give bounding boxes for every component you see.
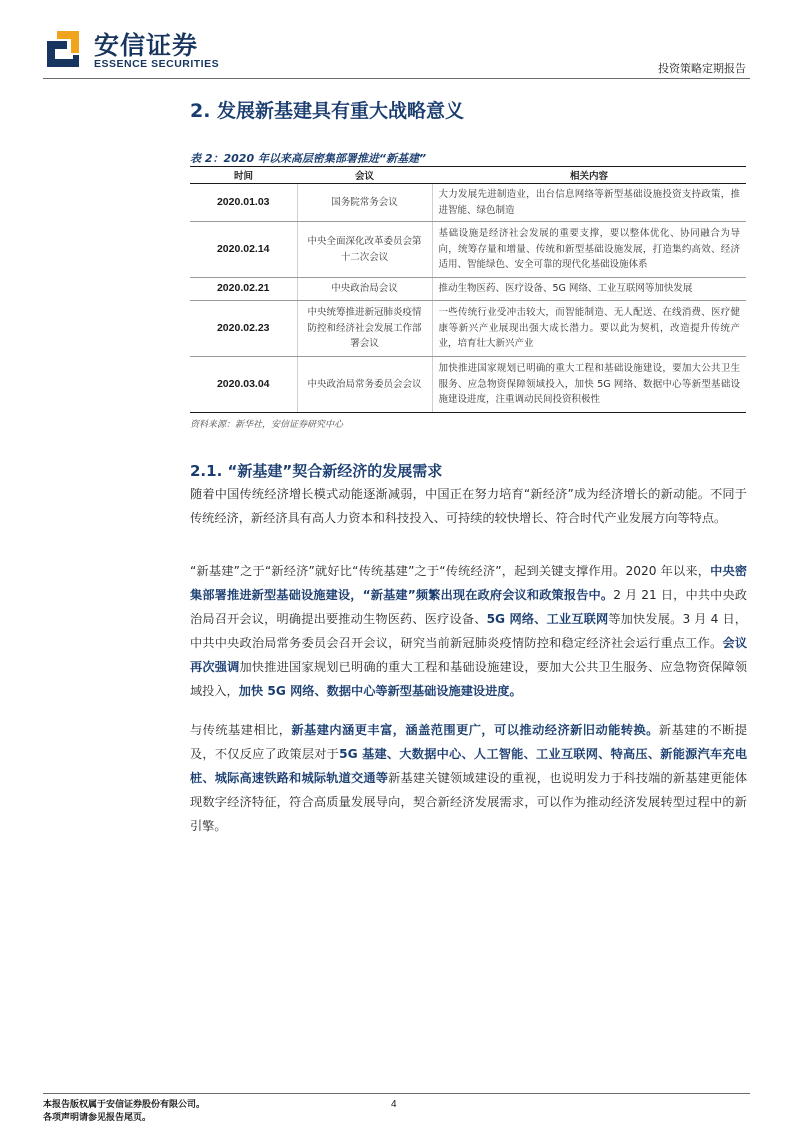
row-date: 2020.01.03 <box>190 184 297 222</box>
row-meeting: 国务院常务会议 <box>297 184 432 222</box>
body-text: 等加快发展。3 月 4 日，中共中央政治局常务委员会召开会议，研究当前新冠肺炎疫情防控和稳定经济社会运行重点工作。 <box>190 612 747 650</box>
page-number: 4 <box>391 1099 397 1110</box>
footer-notice: 各项声明请参见报告尾页。 <box>43 1113 152 1122</box>
table-source: 资料来源：新华社，安信证券研究中心 <box>190 420 344 430</box>
company-name-en: ESSENCE SECURITIES <box>94 58 220 70</box>
emphasis-text: 中央密集部署推进新型基础设施建设，“新基建”频繁出现在政府会议和政策报告中。 <box>190 564 748 602</box>
body-text: 新基建的不断提及，不仅反应了政策层对于 <box>190 723 748 761</box>
row-meeting: 中央政治局会议 <box>297 278 432 301</box>
body-text: 与传统基建相比， <box>190 723 292 737</box>
emphasis-text: 新基建内涵更丰富，涵盖范围更广，可以推动经济新旧动能转换。 <box>291 723 659 737</box>
row-content: 大力发展先进制造业，出台信息网络等新型基础设施投资支持政策，推进智能、绿色制造 <box>432 184 746 222</box>
subsection-title: 2.1. “新基建”契合新经济的发展需求 <box>190 462 443 480</box>
row-date: 2020.02.14 <box>190 222 297 278</box>
footer-copyright: 本报告版权属于安信证券股份有限公司。 <box>43 1100 206 1110</box>
column-header-content: 相关内容 <box>432 167 746 184</box>
table-header-row <box>190 167 746 184</box>
body-text: 加快推进国家规划已明确的重大工程和基础设施建设，要加大公共卫生服务、应急物资保障领域投入， <box>190 660 748 698</box>
report-type: 投资策略定期报告 <box>658 62 746 75</box>
footer-disclaimer <box>43 1099 205 1122</box>
table-row <box>190 278 746 301</box>
column-header-date: 时间 <box>190 167 297 184</box>
row-date: 2020.02.23 <box>190 301 297 357</box>
paragraph-2 <box>190 559 747 703</box>
row-meeting: 中央统筹推进新冠肺炎疫情防控和经济社会发展工作部署会议 <box>297 301 432 357</box>
header-divider <box>43 78 750 79</box>
table-row <box>190 184 746 222</box>
body-text: 新基建关键领域建设的重视，也说明发力于科技端的新基建更能体现数字经济特征，符合高质量发展导向，契合新经济发展需求，可以作为推动经济发展转型过程中的新引擎。 <box>190 771 748 833</box>
emphasis-text: 加快 5G 网络、数据中心等新型基础设施建设进度。 <box>238 684 522 698</box>
paragraph-3 <box>190 718 747 838</box>
row-content: 加快推进国家规划已明确的重大工程和基础设施建设，要加大公共卫生服务、应急物资保障领域投入，加快 5G 网络、数据中心等新型基础设施建设进度，注重调动民间投资积极性 <box>432 357 746 413</box>
emphasis-text: 5G 基建、大数据中心、人工智能、工业互联网、特高压、新能源汽车充电桩、城际高速铁路和城际轨道交通等 <box>190 747 748 785</box>
row-meeting: 中央政治局常务委员会会议 <box>297 357 432 413</box>
page-header <box>0 0 793 80</box>
row-content: 推动生物医药、医疗设备、5G 网络、工业互联网等加快发展 <box>432 278 746 301</box>
row-meeting: 中央全面深化改革委员会第十二次会议 <box>297 222 432 278</box>
table-row <box>190 301 746 357</box>
table-caption: 表 2：2020 年以来高层密集部署推进“新基建” <box>190 152 427 165</box>
paragraph-1: 随着中国传统经济增长模式动能逐渐减弱，中国正在努力培育“新经济”成为经济增长的新动能。不同于传统经济，新经济具有高人力资本和科技投入、可持续的较快增长、符合时代产业发展方向等特点。 <box>190 487 747 525</box>
company-name-cn: 安信证券 <box>94 31 199 60</box>
body-text: “新基建”之于“新经济”就好比“传统基建”之于“传统经济”，起到关键支撑作用。2020 年以来， <box>190 564 711 578</box>
meetings-table <box>190 166 746 413</box>
column-header-meeting: 会议 <box>297 167 432 184</box>
footer-divider <box>43 1093 750 1094</box>
emphasis-text: 会议再次强调 <box>190 636 748 674</box>
table-row <box>190 357 746 413</box>
row-date: 2020.02.21 <box>190 278 297 301</box>
section-title: 2. 发展新基建具有重大战略意义 <box>190 100 465 122</box>
company-logo-icon <box>43 27 83 69</box>
row-content: 一些传统行业受冲击较大，而智能制造、无人配送、在线消费、医疗健康等新兴产业展现出强大成长潜力。要以此为契机，改造提升传统产业，培育壮大新兴产业 <box>432 301 746 357</box>
table-row <box>190 222 746 278</box>
row-date: 2020.03.04 <box>190 357 297 413</box>
emphasis-text: 5G 网络、工业互联网 <box>486 612 609 626</box>
row-content: 基础设施是经济社会发展的重要支撑，要以整体优化、协同融合为导向，统筹存量和增量、传统和新型基础设施发展，打造集约高效、经济适用、智能绿色、安全可靠的现代化基础设施体系 <box>432 222 746 278</box>
body-text: 2 月 21 日，中共中央政治局召开会议，明确提出要推动生物医药、医疗设备、 <box>190 588 747 626</box>
